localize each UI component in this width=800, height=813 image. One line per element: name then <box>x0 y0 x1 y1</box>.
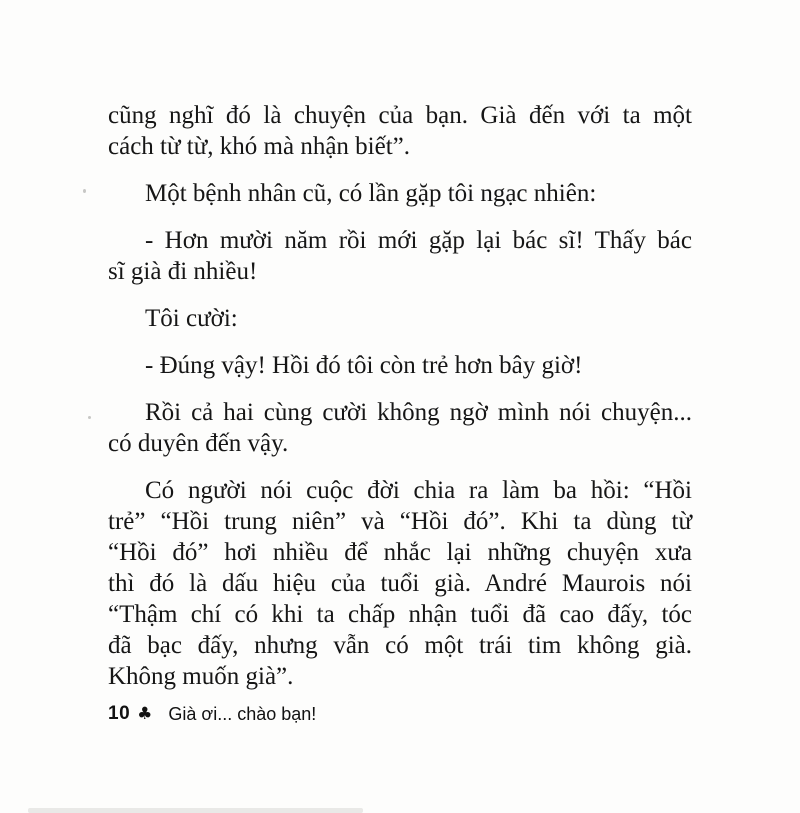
scan-artifact-strip <box>28 808 363 813</box>
page-number: 10 <box>108 703 131 724</box>
paragraph <box>108 397 692 459</box>
text-line: “Hồi đó” hơi nhiều để nhắc lại những chuyện xưa <box>108 539 692 566</box>
text-line: đã bạc đấy, nhưng vẫn có một trái tim không già. <box>108 632 692 659</box>
paragraph <box>108 350 692 381</box>
text-line: cũng nghĩ đó là chuyện của bạn. Già đến với ta một <box>108 102 692 129</box>
body-text <box>108 100 692 708</box>
text-line: Rồi cả hai cùng cười không ngờ mình nói chuyện... <box>145 399 692 426</box>
paragraph <box>108 178 692 209</box>
paragraph <box>108 100 692 162</box>
paragraph <box>108 225 692 287</box>
paragraph <box>108 303 692 334</box>
text-line: Một bệnh nhân cũ, có lần gặp tôi ngạc nhiên: <box>145 180 597 207</box>
text-line: - Đúng vậy! Hồi đó tôi còn trẻ hơn bây giờ! <box>145 352 583 379</box>
club-suit-icon: ♣ <box>137 703 153 724</box>
text-line: có duyên đến vậy. <box>108 430 289 457</box>
scan-speck <box>88 416 91 419</box>
text-line: cách từ từ, khó mà nhận biết”. <box>108 133 411 160</box>
text-line: “Thậm chí có khi ta chấp nhận tuổi đã cao đấy, tóc <box>108 601 692 628</box>
paragraph <box>108 475 692 692</box>
text-line: trẻ” “Hồi trung niên” và “Hồi đó”. Khi ta dùng từ <box>108 508 692 535</box>
page-footer <box>108 703 316 725</box>
text-line: - Hơn mười năm rồi mới gặp lại bác sĩ! Thấy bác <box>145 227 692 254</box>
running-footer-title: Già ơi... chào bạn! <box>168 703 317 724</box>
scan-speck <box>83 189 86 193</box>
text-line: Tôi cười: <box>145 305 238 332</box>
text-line: Không muốn già”. <box>108 663 294 690</box>
text-line: Có người nói cuộc đời chia ra làm ba hồi: “Hồi <box>145 477 692 504</box>
text-line: sĩ già đi nhiều! <box>108 258 258 285</box>
text-line: thì đó là dấu hiệu của tuổi già. André Maurois nói <box>108 570 692 597</box>
